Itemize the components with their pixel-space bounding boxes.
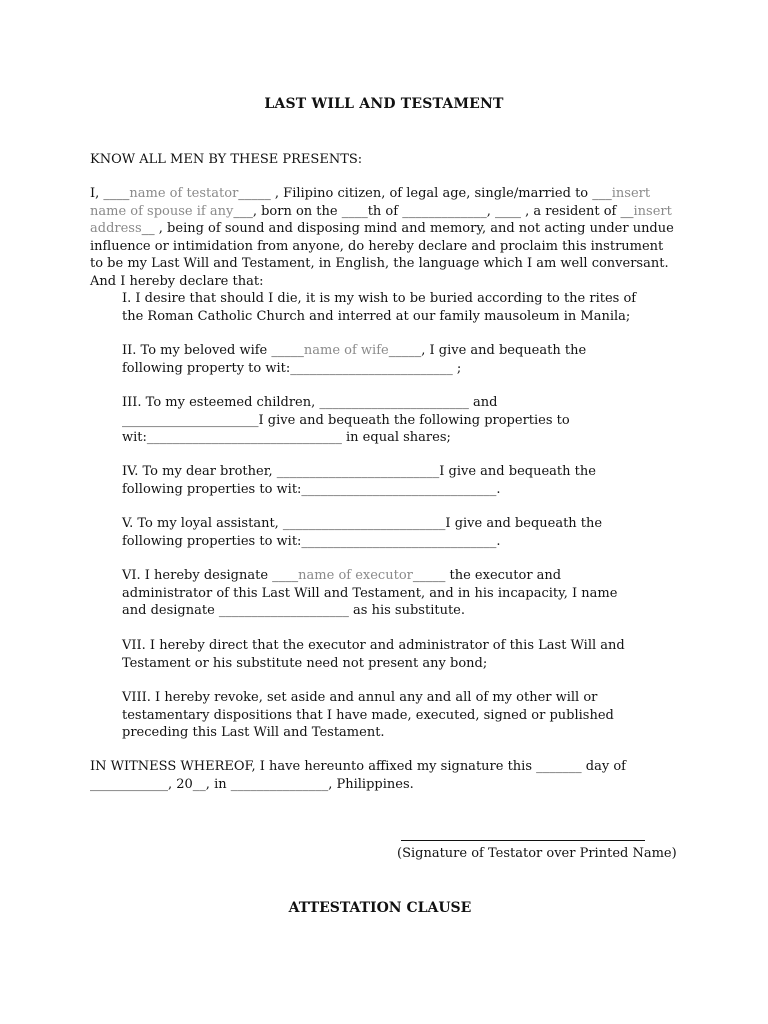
- clause-3: III. To my esteemed children, _______________________ and _____________________I give and bequeath the following properties to wit:______________________________ in equal shares;: [122, 395, 570, 445]
- clause-6-text-b: _____ the executor and administrator of this Last Will and Testament, and in his incapacity, I name and designate ____________________ as his substitute.: [122, 568, 618, 618]
- opening-text-3: ___, born on the ____th of _____________, ____ , a resident of __: [233, 203, 634, 219]
- opening-text-1: I, ____: [90, 186, 130, 201]
- clause-4: IV. To my dear brother, _________________________I give and bequeath the following properties to wit:______________________________.: [122, 464, 596, 497]
- clause-6: [122, 567, 642, 620]
- placeholder-testator-name: name of testator: [129, 186, 239, 201]
- opening-paragraph: [90, 185, 680, 290]
- opening-text-4: __ , being of sound and disposing mind and memory, and not acting under undue influence or intimidation from anyone, do hereby declare and proclaim this instrument to be my Last Will and Testament, in English, the language which I am well conversant. And I hereby declare that:: [90, 221, 674, 289]
- document-title: LAST WILL AND TESTAMENT: [264, 96, 504, 112]
- intro-line: KNOW ALL MEN BY THESE PRESENTS:: [90, 152, 363, 167]
- clause-2-text-a: II. To my beloved wife _____: [122, 343, 304, 358]
- placeholder-wife-name: name of wife: [303, 343, 389, 358]
- clause-6-text-a: VI. I hereby designate ____: [122, 568, 299, 583]
- signature-caption: (Signature of Testator over Printed Name): [397, 846, 677, 861]
- opening-text-2: _____ , Filipino citizen, of legal age, single/married to ___: [238, 186, 612, 201]
- clause-2-text-b: _____, I give and bequeath the following property to wit:_________________________ ;: [122, 343, 587, 376]
- signature-line: [401, 840, 645, 841]
- clause-1: I. I desire that should I die, it is my wish to be buried according to the rites of the Roman Catholic Church and interred at our family mausoleum in Manila;: [122, 291, 637, 324]
- placeholder-executor-name: name of executor: [298, 568, 413, 583]
- clause-2: [122, 342, 642, 377]
- witness-paragraph: IN WITNESS WHEREOF, I have hereunto affixed my signature this _______ day of ____________, 20__, in _______________, Philippines.: [90, 759, 626, 792]
- attestation-heading: ATTESTATION CLAUSE: [288, 900, 472, 916]
- clause-7: VII. I hereby direct that the executor and administrator of this Last Will and Testament or his substitute need not present any bond;: [122, 638, 625, 671]
- clause-5: V. To my loyal assistant, _________________________I give and bequeath the following properties to wit:______________________________.: [122, 516, 603, 549]
- placeholder-address: insert address: [90, 203, 672, 236]
- clause-8: VIII. I hereby revoke, set aside and annul any and all of my other will or testamentary dispositions that I have made, executed, signed or published preceding this Last Will and Testament.: [122, 690, 614, 740]
- placeholder-spouse-name: insert name of spouse if any: [90, 186, 651, 219]
